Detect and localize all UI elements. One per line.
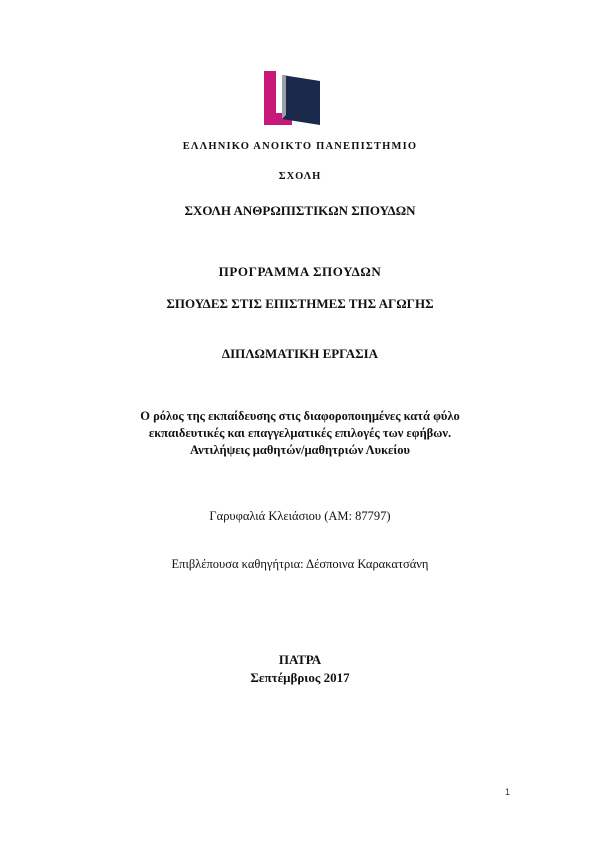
supervisor-name: Επιβλέπουσα καθηγήτρια: Δέσποινα Καρακατσάνη <box>171 557 429 571</box>
submission-date: Σεπτέμβριος 2017 <box>250 670 350 685</box>
school-label: ΣΧΟΛΗ <box>278 171 322 182</box>
university-logo-icon <box>264 71 324 125</box>
program-label: ΠΡΟΓΡΑΜΜΑ ΣΠΟΥΔΩΝ <box>218 264 382 279</box>
thesis-title-line: εκπαιδευτικές και επαγγελματικές επιλογές των εφήβων. <box>148 426 452 440</box>
page-number: 1 <box>504 787 510 797</box>
thesis-title-line: Ο ρόλος της εκπαίδευσης στις διαφοροποιημένες κατά φύλο <box>140 409 460 423</box>
university-name: ΕΛΛΗΝΙΚΟ ΑΝΟΙΚΤΟ ΠΑΝΕΠΙΣΤΗΜΙΟ <box>182 141 418 152</box>
school-name: ΣΧΟΛΗ ΑΝΘΡΩΠΙΣΤΙΚΩΝ ΣΠΟΥΔΩΝ <box>184 203 416 218</box>
program-name: ΣΠΟΥΔΕΣ ΣΤΙΣ ΕΠΙΣΤΗΜΕΣ ΤΗΣ ΑΓΩΓΗΣ <box>166 296 434 311</box>
author-name: Γαρυφαλιά Κλειάσιου (ΑΜ: 87797) <box>209 509 391 523</box>
thesis-title-line: Αντιλήψεις μαθητών/μαθητριών Λυκείου <box>190 443 410 457</box>
thesis-title <box>0 408 600 459</box>
city-name: ΠΑΤΡΑ <box>278 652 322 667</box>
thesis-label: ΔΙΠΛΩΜΑΤΙΚΗ ΕΡΓΑΣΙΑ <box>221 346 379 361</box>
